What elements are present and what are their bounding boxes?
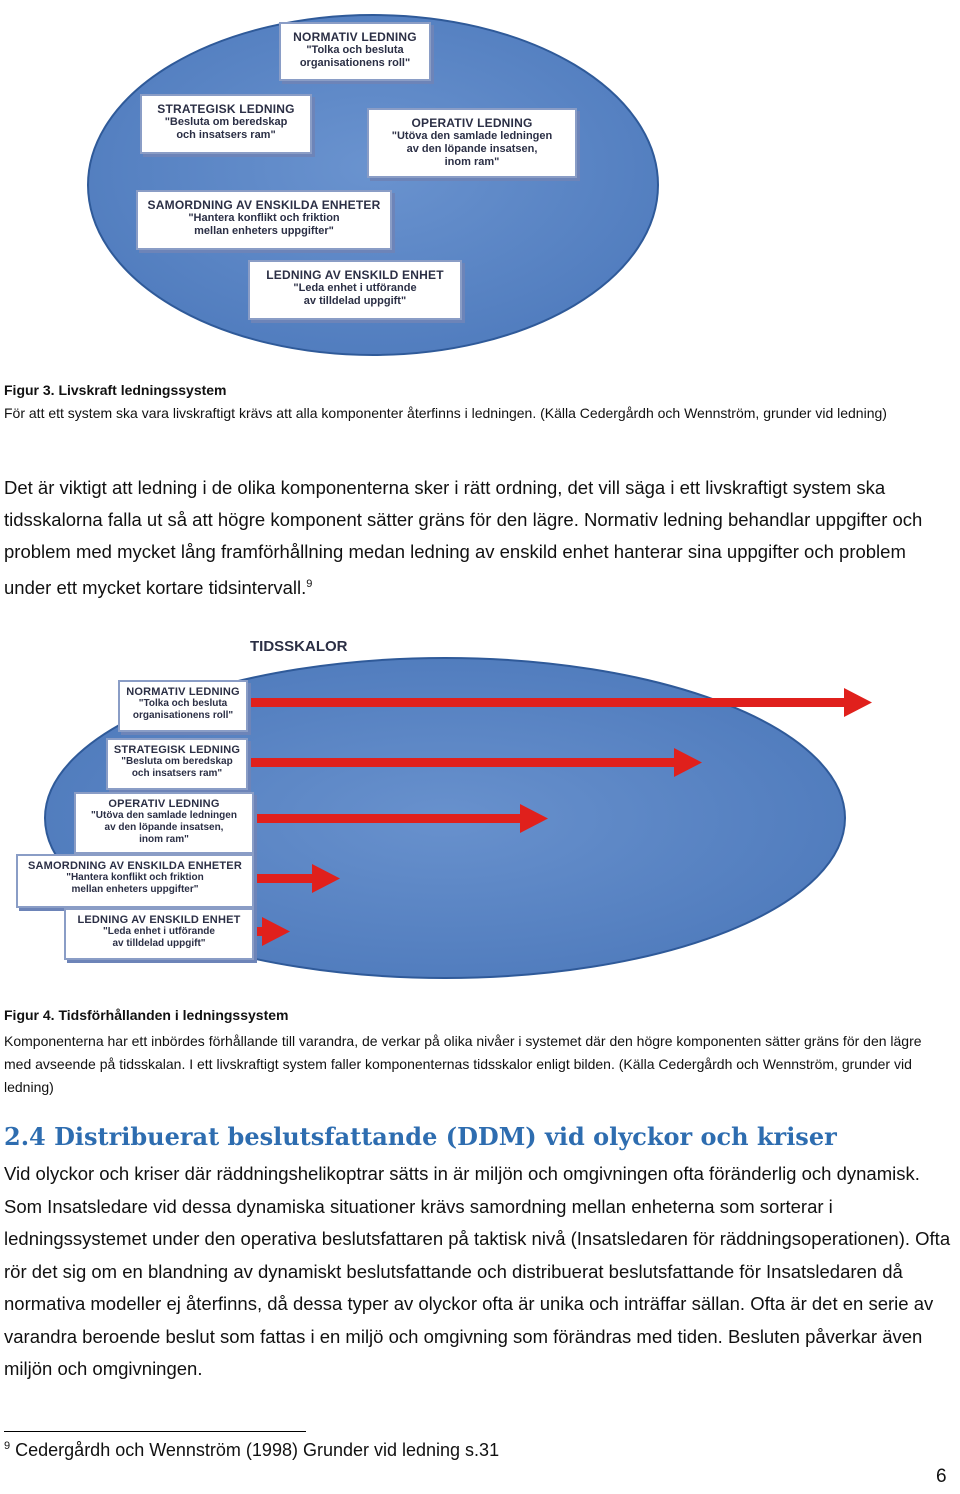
footnote-text: Cedergårdh och Wennström (1998) Grunder vid ledning s.31 — [15, 1440, 500, 1460]
fig4-box-operativ: OPERATIV LEDNING "Utöva den samlade ledningen av den löpande insatsen, inom ram" — [74, 792, 254, 854]
footnote — [4, 1440, 499, 1461]
figure-3-ellipse — [0, 0, 960, 370]
footnote-number: 9 — [4, 1440, 11, 1452]
figure-4 — [0, 618, 960, 988]
fig3-box-samordning: SAMORDNING AV ENSKILDA ENHETER "Hantera konflikt och friktion mellan enheters uppgifter" — [136, 190, 392, 250]
figure-3-caption-title: Figur 3. Livskraft ledningssystem — [4, 382, 227, 398]
fig4-box-enskild: LEDNING AV ENSKILD ENHET "Leda enhet i utförande av tilldelad uppgift" — [64, 908, 254, 960]
fig3-box-operativ: OPERATIV LEDNING "Utöva den samlade ledningen av den löpande insatsen, inom ram" — [367, 108, 577, 178]
arrow-operativ-shaft — [250, 814, 520, 823]
paragraph-timescales: Det är viktigt att ledning i de olika komponenterna sker i rätt ordning, det vill säga i ett livskraftigt system ska tidsskalorna falla ut så att högre komponent sätter gräns för den lägre. Normativ ledning behandlar uppgifter och problem med mycket lång framförhållning medan ledning av enskild enhet hanterar sina uppgifter och problem under ett mycket kortare tidsintervall.$^9$ — [4, 477, 923, 599]
fig3-box-normativ: NORMATIV LEDNING "Tolka och besluta organisationens roll" — [279, 22, 431, 81]
arrow-samordning-shaft — [250, 874, 312, 883]
figure-3 — [0, 0, 960, 370]
figure-4-caption-title: Figur 4. Tidsförhållanden i ledningssystem — [4, 1007, 289, 1023]
fig4-box-normativ: NORMATIV LEDNING "Tolka och besluta organisationens roll" — [118, 680, 248, 732]
fig4-box-samordning: SAMORDNING AV ENSKILDA ENHETER "Hantera konflikt och friktion mellan enheters uppgifter" — [16, 854, 254, 908]
page-number: 6 — [936, 1466, 947, 1487]
arrow-strategisk-shaft — [244, 758, 674, 767]
tidsskalor-label: TIDSSKALOR — [250, 638, 348, 655]
arrow-normativ-head — [844, 688, 872, 717]
arrow-operativ-head — [520, 804, 548, 833]
figure-3-caption-text: För att ett system ska vara livskraftigt krävs att alla komponenter återfinns i ledningen. (Källa Cedergårdh och Wennström, grunder vid ledning) — [4, 405, 887, 421]
arrow-enskild-head — [262, 917, 290, 946]
figure-4-caption-text: Komponenterna har ett inbördes förhållande till varandra, de verkar på olika nivåer i systemet där den högre komponenten sätter gräns för den lägre med avseende på tidsskalan. I ett livskraftigt system faller komponenternas tidsskalor enligt bilden. (Källa Cedergårdh och Wennström, grunder vid ledning) — [4, 1033, 922, 1095]
fig3-box-enskild: LEDNING AV ENSKILD ENHET "Leda enhet i utförande av tilldelad uppgift" — [248, 260, 462, 320]
footnote-separator — [4, 1431, 306, 1432]
fig4-box-strategisk: STRATEGISK LEDNING "Besluta om beredskap och insatsers ram" — [106, 738, 248, 790]
arrow-strategisk-head — [674, 748, 702, 777]
paragraph-ddm: Vid olyckor och kriser där räddningshelikoptrar sätts in är miljön och omgivningen ofta föränderlig och dynamisk. Som Insatsledare vid dessa dynamiska situationer krävs samordning mellan enheterna som sorterar i ledningssystemet under den operativa beslutsfattaren på taktisk nivå (Insatsledaren för räddningsoperationen). Ofta rör det sig om en blandning av dynamiskt beslutsfattande och distribuerat beslutsfattande för Insatsledaren då normativa modeller ej återfinns, då dessa typer av olyckor ofta är unika och inträffar sällan. Ofta är det en serie av varandra beroende beslut som fattas i en miljö och omgivning som förändras med tiden. Besluten påverkar även miljön och omgivningen. — [4, 1163, 951, 1379]
arrow-samordning-head — [312, 864, 340, 893]
fig3-box-strategisk: STRATEGISK LEDNING "Besluta om beredskap och insatsers ram" — [140, 94, 312, 154]
section-heading: 2.4 Distribuerat beslutsfattande (DDM) vid olyckor och kriser — [4, 1122, 837, 1151]
footnote-ref[interactable]: 9 — [306, 578, 313, 590]
arrow-normativ-shaft — [244, 698, 844, 707]
